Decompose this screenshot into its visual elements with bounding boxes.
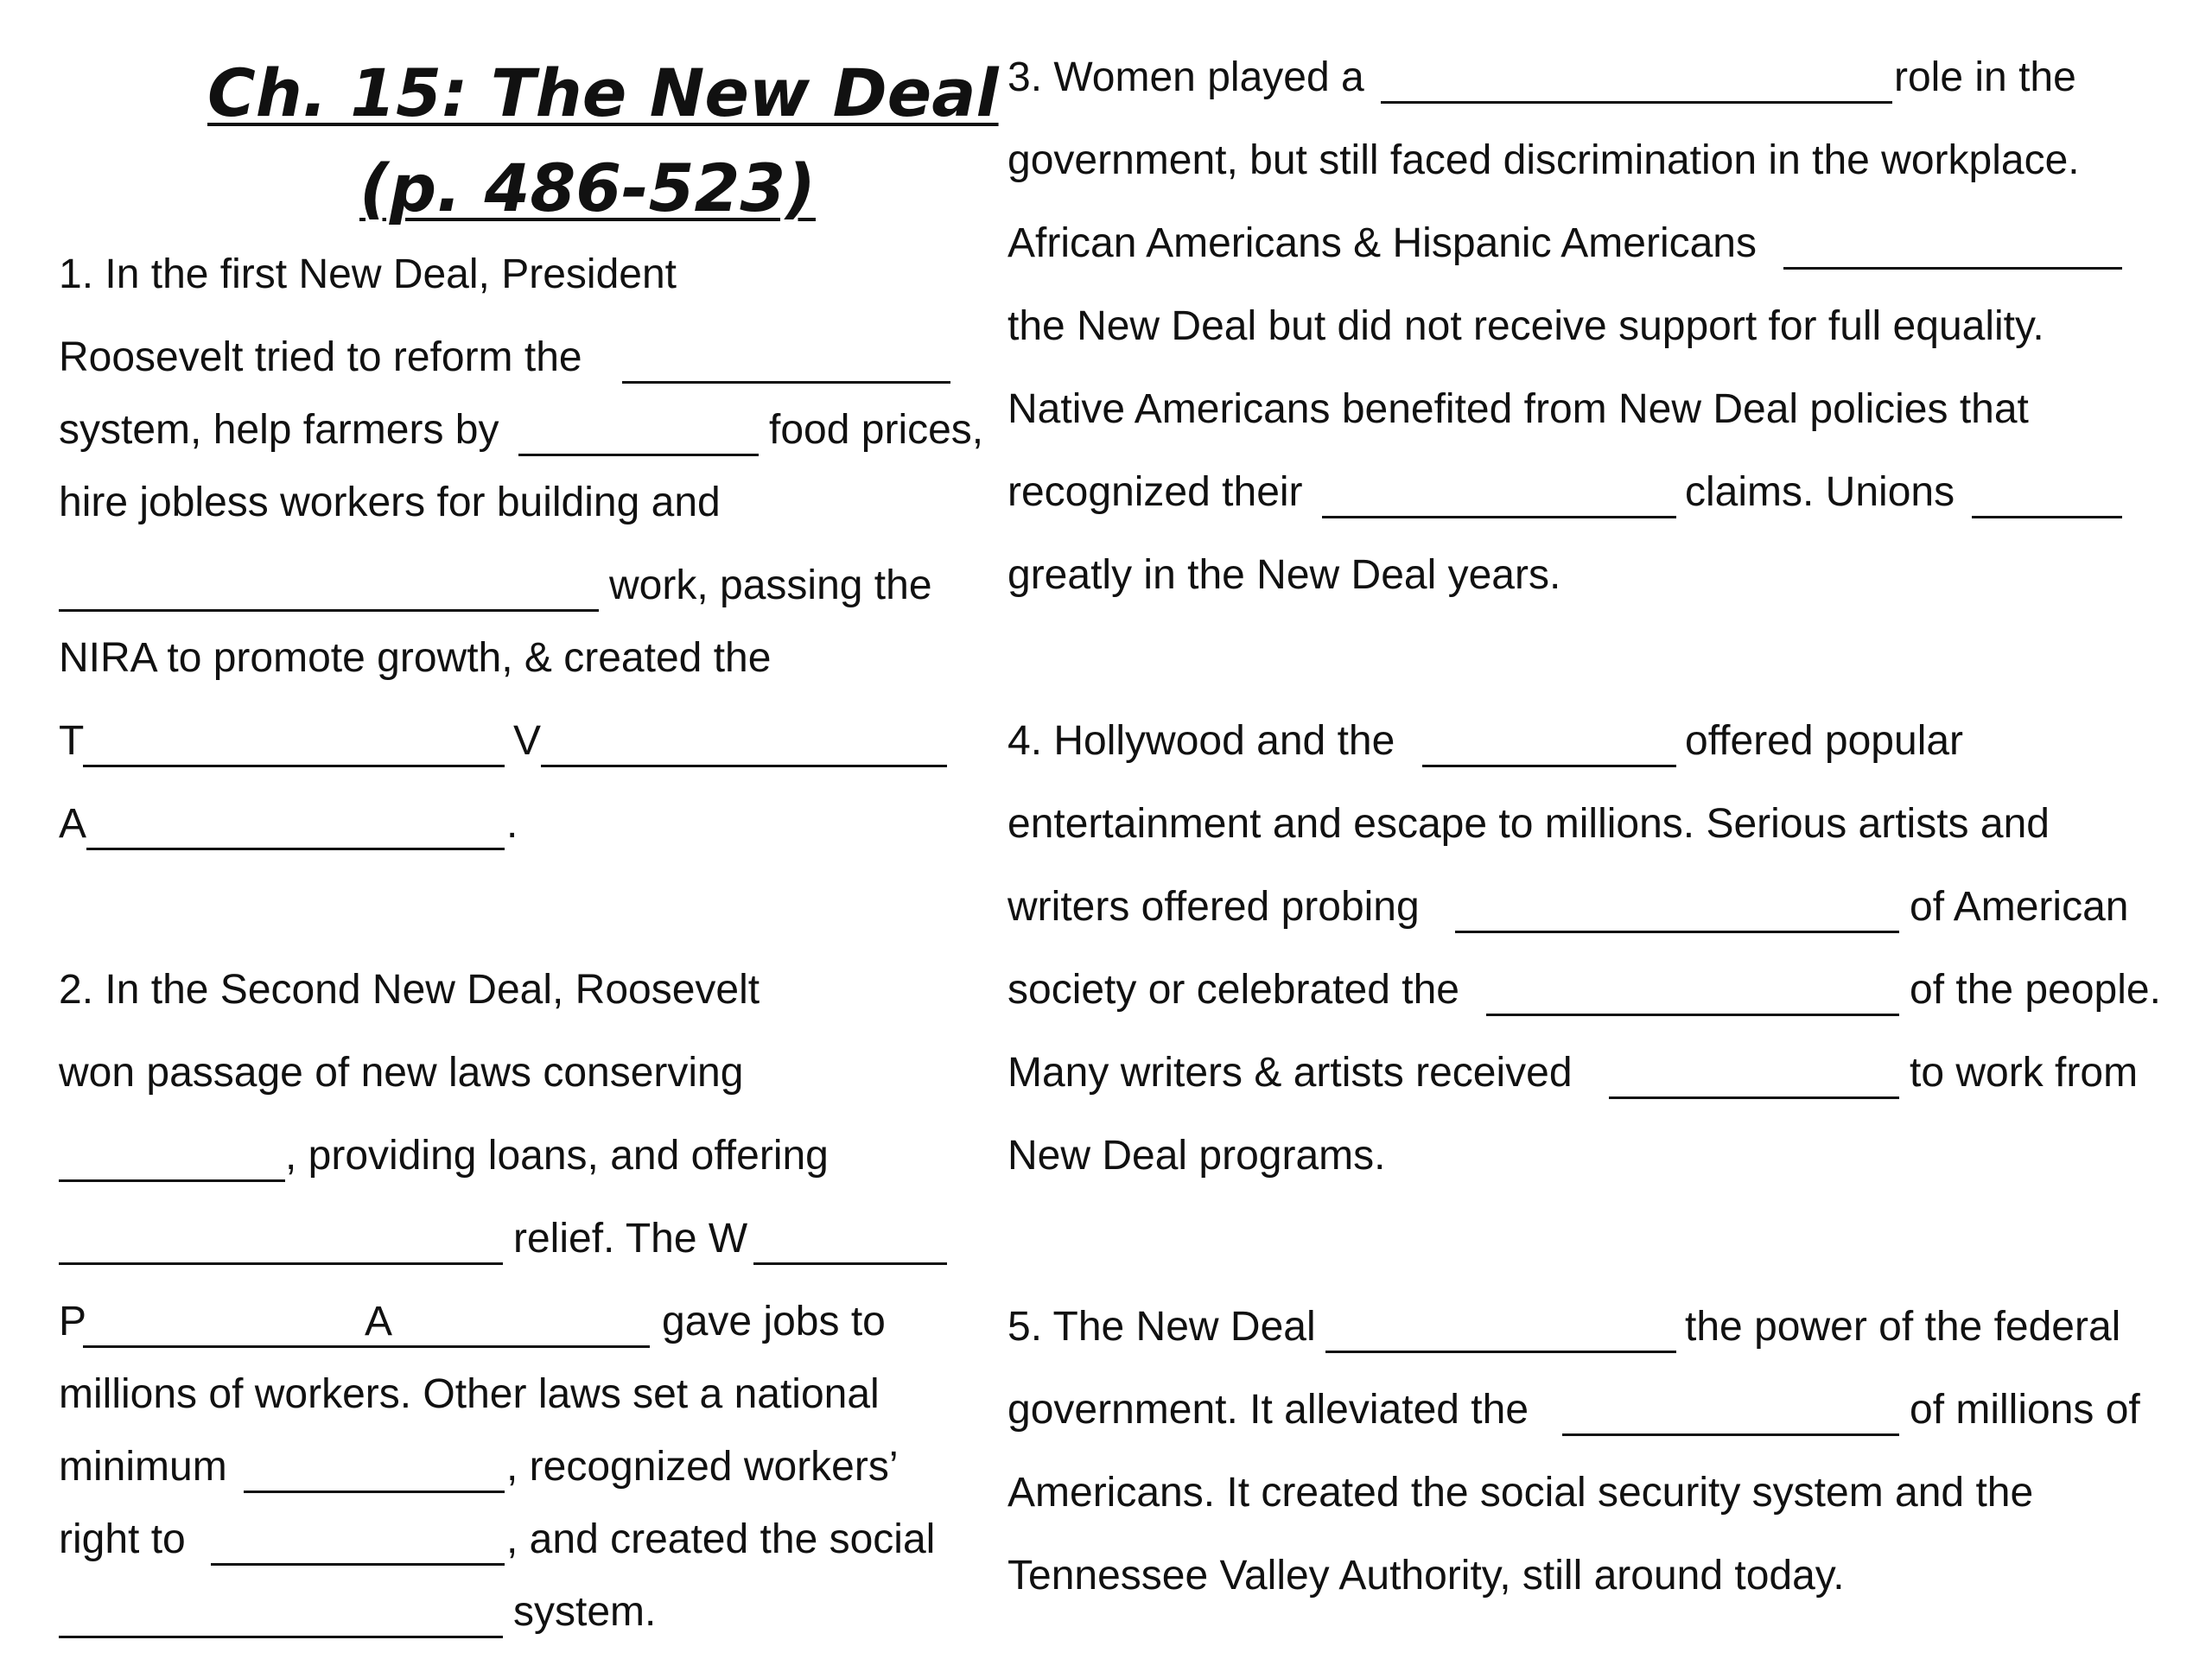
q1-line-6: NIRA to promote growth, & created the — [59, 635, 772, 681]
q2-line-2: won passage of new laws conserving — [59, 1050, 744, 1096]
q2-line-8a: right to — [59, 1516, 186, 1562]
blank-q1-public-works[interactable] — [59, 560, 599, 612]
q3-line-1a: 3. Women played a — [1007, 54, 1364, 100]
q5-line-2b: of millions of — [1910, 1387, 2140, 1433]
q5-line-3: Americans. It created the social security system and the — [1007, 1470, 2034, 1516]
q2-line-7a: minimum — [59, 1444, 227, 1490]
q4-line-1b: offered popular — [1685, 718, 1964, 764]
q1-line-2-text: Roosevelt tried to reform the — [59, 334, 582, 380]
q4-line-6: New Deal programs. — [1007, 1133, 1386, 1179]
blank-q4-portraits[interactable] — [1455, 881, 1899, 933]
q4-line-5a: Many writers & artists received — [1007, 1050, 1573, 1096]
q3-line-6b: claims. Unions — [1685, 469, 1955, 515]
blank-q5-suffering[interactable] — [1562, 1384, 1899, 1436]
q1-line-8b: . — [506, 801, 518, 847]
blank-q3-minorities[interactable] — [1783, 218, 2122, 270]
q2-line-5b: A — [365, 1299, 393, 1344]
q4-line-3a: writers offered probing — [1007, 884, 1420, 930]
q2-line-7b: , recognized workers’ — [506, 1444, 899, 1490]
blank-q1-tva-v[interactable] — [541, 715, 947, 767]
blank-q5-expanded[interactable] — [1325, 1301, 1676, 1353]
blank-q1-tva-a[interactable] — [86, 798, 505, 850]
q5-line-4: Tennessee Valley Authority, still around today. — [1007, 1553, 1845, 1599]
worksheet-title-line-1: Ch. 15: The New Deal — [207, 54, 999, 131]
blank-q2-right-to[interactable] — [211, 1514, 505, 1566]
q1-line-7a: T — [59, 718, 85, 764]
q3-line-5: Native Americans benefited from New Deal policies that — [1007, 386, 2029, 432]
q1-line-2 — [59, 332, 582, 384]
blank-q1-farm-prices[interactable] — [518, 404, 759, 456]
blank-q4-radio[interactable] — [1422, 715, 1676, 767]
q3-line-4: the New Deal but did not receive support for full equality. — [1007, 303, 2044, 349]
blank-q2-minimum-wage[interactable] — [244, 1441, 505, 1493]
q2-line-5c: gave jobs to — [662, 1299, 886, 1344]
q1-line-1: 1. In the first New Deal, President — [59, 251, 677, 297]
q3-line-1b: role in the — [1894, 54, 2076, 100]
q1-line-3a: system, help farmers by — [59, 407, 499, 453]
q3-line-6a: recognized their — [1007, 469, 1303, 515]
q1-line-3b: food prices, — [769, 407, 984, 453]
blank-q2-social-system[interactable] — [59, 1586, 503, 1638]
blank-q3-women-role[interactable] — [1381, 52, 1892, 104]
q1-line-4: hire jobless workers for building and — [59, 480, 721, 525]
blank-q4-spirit[interactable] — [1486, 964, 1899, 1016]
blank-q3-unions[interactable] — [1972, 467, 2122, 518]
q5-line-1a: 5. The New Deal — [1007, 1304, 1316, 1350]
q2-line-6: millions of workers. Other laws set a national — [59, 1371, 880, 1417]
q3-line-2: government, but still faced discrimination in the workplace. — [1007, 137, 2080, 183]
blank-q2-relief-type[interactable] — [59, 1213, 503, 1265]
blank-q4-funding[interactable] — [1609, 1047, 1899, 1099]
q2-line-8b: , and created the social — [506, 1516, 936, 1562]
q4-line-5b: to work from — [1910, 1050, 2139, 1096]
blank-q2-wpa-w[interactable] — [753, 1213, 947, 1265]
q4-line-2: entertainment and escape to millions. Serious artists and — [1007, 801, 2050, 847]
q4-line-1a: 4. Hollywood and the — [1007, 718, 1395, 764]
q1-line-7b: V — [513, 718, 542, 764]
q2-line-3: , providing loans, and offering — [285, 1133, 829, 1179]
blank-q3-land-claims[interactable] — [1322, 467, 1676, 518]
q2-line-9: system. — [513, 1589, 657, 1635]
q3-line-3: African Americans & Hispanic Americans — [1007, 220, 1757, 266]
q5-line-1b: the power of the federal — [1685, 1304, 2121, 1350]
q4-line-3b: of American — [1910, 884, 2129, 930]
blank-q1-financial-system[interactable] — [622, 332, 950, 384]
q1-line-8a: A — [59, 801, 87, 847]
q2-line-5a: P — [59, 1299, 87, 1344]
q4-line-4a: society or celebrated the — [1007, 967, 1459, 1013]
q3-line-7: greatly in the New Deal years. — [1007, 552, 1561, 598]
q2-line-1: 2. In the Second New Deal, Roosevelt — [59, 967, 760, 1013]
blank-q1-tva-t[interactable] — [83, 715, 505, 767]
q1-line-5: work, passing the — [609, 563, 932, 608]
q5-line-2a: government. It alleviated the — [1007, 1387, 1529, 1433]
q4-line-4b: of the people. — [1910, 967, 2161, 1013]
blank-q2-resources[interactable] — [59, 1130, 285, 1182]
worksheet-title-line-2: (p. 486-523) — [359, 149, 817, 226]
q2-line-4a: relief. The W — [513, 1216, 748, 1262]
